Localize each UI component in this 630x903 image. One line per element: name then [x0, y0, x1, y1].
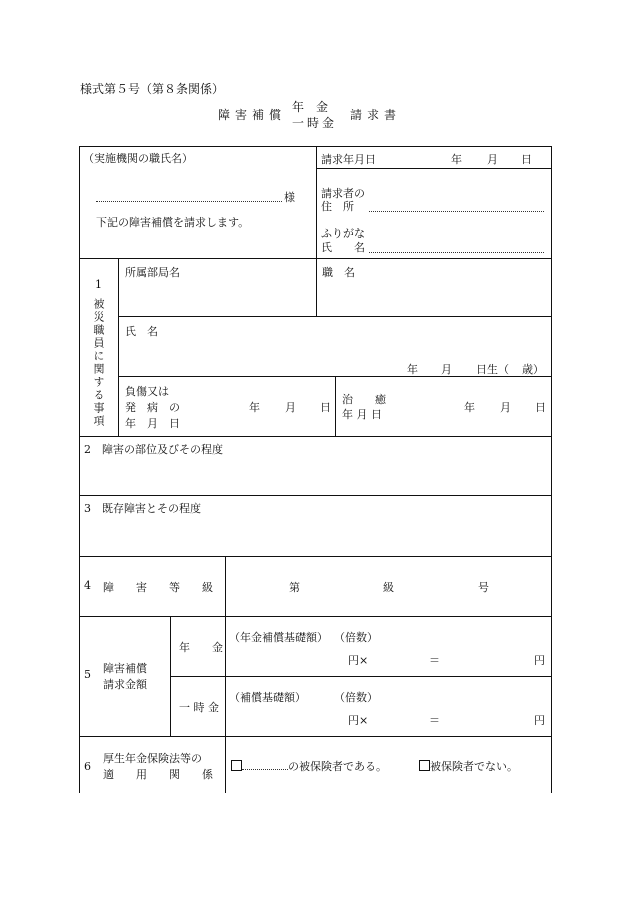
grade-go: 号	[478, 581, 489, 594]
annual-yen-times: 円×	[348, 654, 369, 667]
healing-date-label-1: 治 癒	[342, 393, 386, 406]
not-insured-text: 被保険者でない。	[430, 760, 518, 773]
age: 歳）	[522, 363, 544, 376]
employee-name-label: 氏 名	[125, 325, 158, 338]
claimant-name-label: 氏 名	[321, 241, 365, 254]
annual-base-label: （年金補償基礎額）	[229, 631, 328, 644]
section2-label: 2 障害の部位及びその程度	[84, 443, 223, 456]
title-lump-sum: 一時金	[292, 116, 338, 130]
birth-day: 日生（	[476, 363, 509, 376]
section1-vertical-label: 被災職員に関する事項	[92, 298, 105, 428]
insured-checkbox[interactable]	[231, 760, 242, 771]
section6-label-2: 適 用 関 係	[103, 768, 213, 781]
title-suffix: 請求書	[350, 108, 402, 122]
section5-number: 5	[84, 668, 91, 681]
address-label: 住 所	[321, 200, 354, 213]
section4-label: 障 害 等 級	[103, 581, 213, 594]
healing-month: 月	[500, 401, 511, 414]
healing-year: 年	[464, 401, 475, 414]
insured-row	[231, 758, 387, 774]
agency-name-field[interactable]	[96, 201, 282, 202]
request-statement: 下記の障害補償を請求します。	[96, 216, 250, 229]
not-insured-row	[419, 758, 518, 774]
address-field[interactable]	[369, 211, 544, 212]
lump-multiplier-label: （倍数）	[334, 691, 378, 704]
request-year: 年	[451, 153, 462, 166]
section3-label: 3 既存障害とその程度	[84, 502, 201, 515]
claimant-label: 請求者の	[321, 187, 365, 200]
annual-yen: 円	[534, 654, 545, 667]
section1-number: 1	[95, 278, 102, 291]
form-number: 様式第５号（第８条関係）	[80, 82, 225, 96]
healing-date-label-2: 年 月 日	[342, 408, 382, 421]
birth-month: 月	[441, 363, 452, 376]
section4-number: 4	[84, 579, 91, 592]
annual-label: 年 金	[179, 641, 223, 654]
injury-date-label-2: 発 病 の	[125, 401, 180, 414]
lump-sum-label: 一 時 金	[179, 701, 219, 714]
form-title: 障害補償	[218, 108, 287, 122]
job-title-label: 職 名	[322, 266, 355, 279]
injury-year: 年	[249, 401, 260, 414]
injury-date-label-3: 年 月 日	[125, 417, 180, 430]
section6-number: 6	[84, 760, 91, 773]
grade-dai: 第	[289, 581, 300, 594]
section6-label-1: 厚生年金保険法等の	[103, 752, 202, 765]
lump-yen-times: 円×	[348, 714, 369, 727]
request-day: 日	[521, 153, 532, 166]
healing-day: 日	[535, 401, 546, 414]
dept-label: 所属部局名	[125, 266, 180, 279]
section5-label-1: 障害補償	[103, 662, 147, 675]
lump-equals: ＝	[429, 714, 440, 727]
insured-text: の被保険者である。	[288, 760, 387, 773]
furigana-label: ふりがな	[321, 227, 365, 240]
sama-suffix: 様	[284, 191, 295, 204]
title-annual: 年 金	[292, 100, 329, 114]
request-date-label: 請求年月日	[321, 153, 376, 166]
not-insured-checkbox[interactable]	[419, 760, 430, 771]
injury-day: 日	[320, 401, 331, 414]
insurance-law-field[interactable]	[242, 759, 288, 770]
injury-date-label-1: 負傷又は	[125, 385, 169, 398]
birth-year: 年	[407, 363, 418, 376]
injury-month: 月	[285, 401, 296, 414]
annual-multiplier-label: （倍数）	[334, 631, 378, 644]
grade-kyu: 級	[383, 581, 394, 594]
request-month: 月	[487, 153, 498, 166]
annual-equals: ＝	[429, 654, 440, 667]
section5-label-2: 請求金額	[103, 678, 147, 691]
lump-yen: 円	[534, 714, 545, 727]
claimant-name-field[interactable]	[369, 252, 544, 253]
lump-base-label: （補償基礎額）	[229, 691, 306, 704]
agency-label: （実施機関の職氏名）	[83, 152, 193, 165]
